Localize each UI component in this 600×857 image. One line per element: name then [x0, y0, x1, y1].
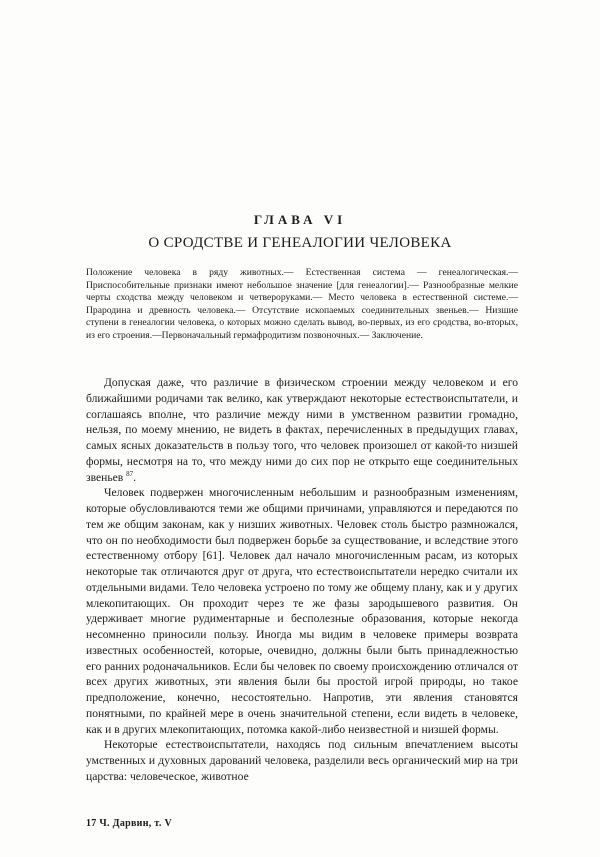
chapter-summary: Положение человека в ряду животных.— Естественная система — генеалогическая.— Приспособительные признаки имеют небольшое значение [для генеалогии].— Разнообразные мелкие черты сходства между человеком и четвероруками.— Место человека в естественной системе.— Прародина и древность человека.— Отсутствие ископаемых соединительных звеньев.— Низшие ступени в генеалогии человека, о которых можно сделать вывод, во-первых, из его сродства, во-вторых, из его строения.—Первоначальный гермафродитизм позвоночных.— Заключение. [86, 267, 518, 341]
footnote-ref: 87 [126, 469, 134, 478]
paragraph-1 [86, 375, 518, 485]
signature-mark: 17 Ч. Дарвин, т. V [86, 818, 172, 829]
paragraph-1-text: Допуская даже, что различие в физическом строении между человеком и его ближайшими родичами так велико, как утверждают некоторые естествоиспытатели, и соглашаясь вполне, что различие между ними в умственном развитии громадно, нельзя, по моему мнению, не видеть в фактах, перечисленных в предыдущих главах, самых ясных доказательств в пользу того, что человек произошел от какой-то низшей формы, несмотря на то, что между ними до сих пор не открыто еще соединительных звеньев [86, 376, 518, 484]
chapter-title: О СРОДСТВЕ И ГЕНЕАЛОГИИ ЧЕЛОВЕКА [148, 235, 452, 251]
chapter-label: ГЛАВА VI [253, 212, 347, 227]
paragraph-3: Некоторые естествоиспытатели, находясь под сильным впечатлением высоты умственных и духовных дарований человека, разделили весь органический мир на три царства: человеческое, животное [86, 738, 518, 783]
paragraph-1-end: . [133, 470, 137, 484]
chapter-body [86, 375, 518, 785]
paragraph-2: Человек подвержен многочисленным небольшим и разнообразным изменениям, которые обусловливаются теми же общими причинами, управляются и передаются по тем же общим законам, как у низших животных. Человек столь быстро размножался, что он по необходимости был подвержен борьбе за существование, и вследствие этого естественному отбору [61]. Человек дал начало многочисленным расам, из которых некоторые так отличаются друг от друга, что естествоиспытатели нередко считали их отдельными видами. Тело человека устроено по тому же общему плану, как и у других млекопитающих. Он проходит через те же фазы зародышевого развития. Он удерживает многие рудиментарные и бесполезные образования, которые некогда несомненно приносили пользу. Иногда мы видим в человеке примеры возврата известных особенностей, которые, очевидно, должны были быть принадлежностью его ранних родоначальников. Если бы человек по своему происхождению отличался от всех других животных, эти явления были бы простой игрой природы, но такое предположение, конечно, несостоятельно. Напротив, эти явления становятся понятными, по крайней мере в очень значительной степени, если видеть в человеке, как и в других млекопитающих, потомка какой-либо неизвестной и низшей формы. [86, 486, 518, 736]
